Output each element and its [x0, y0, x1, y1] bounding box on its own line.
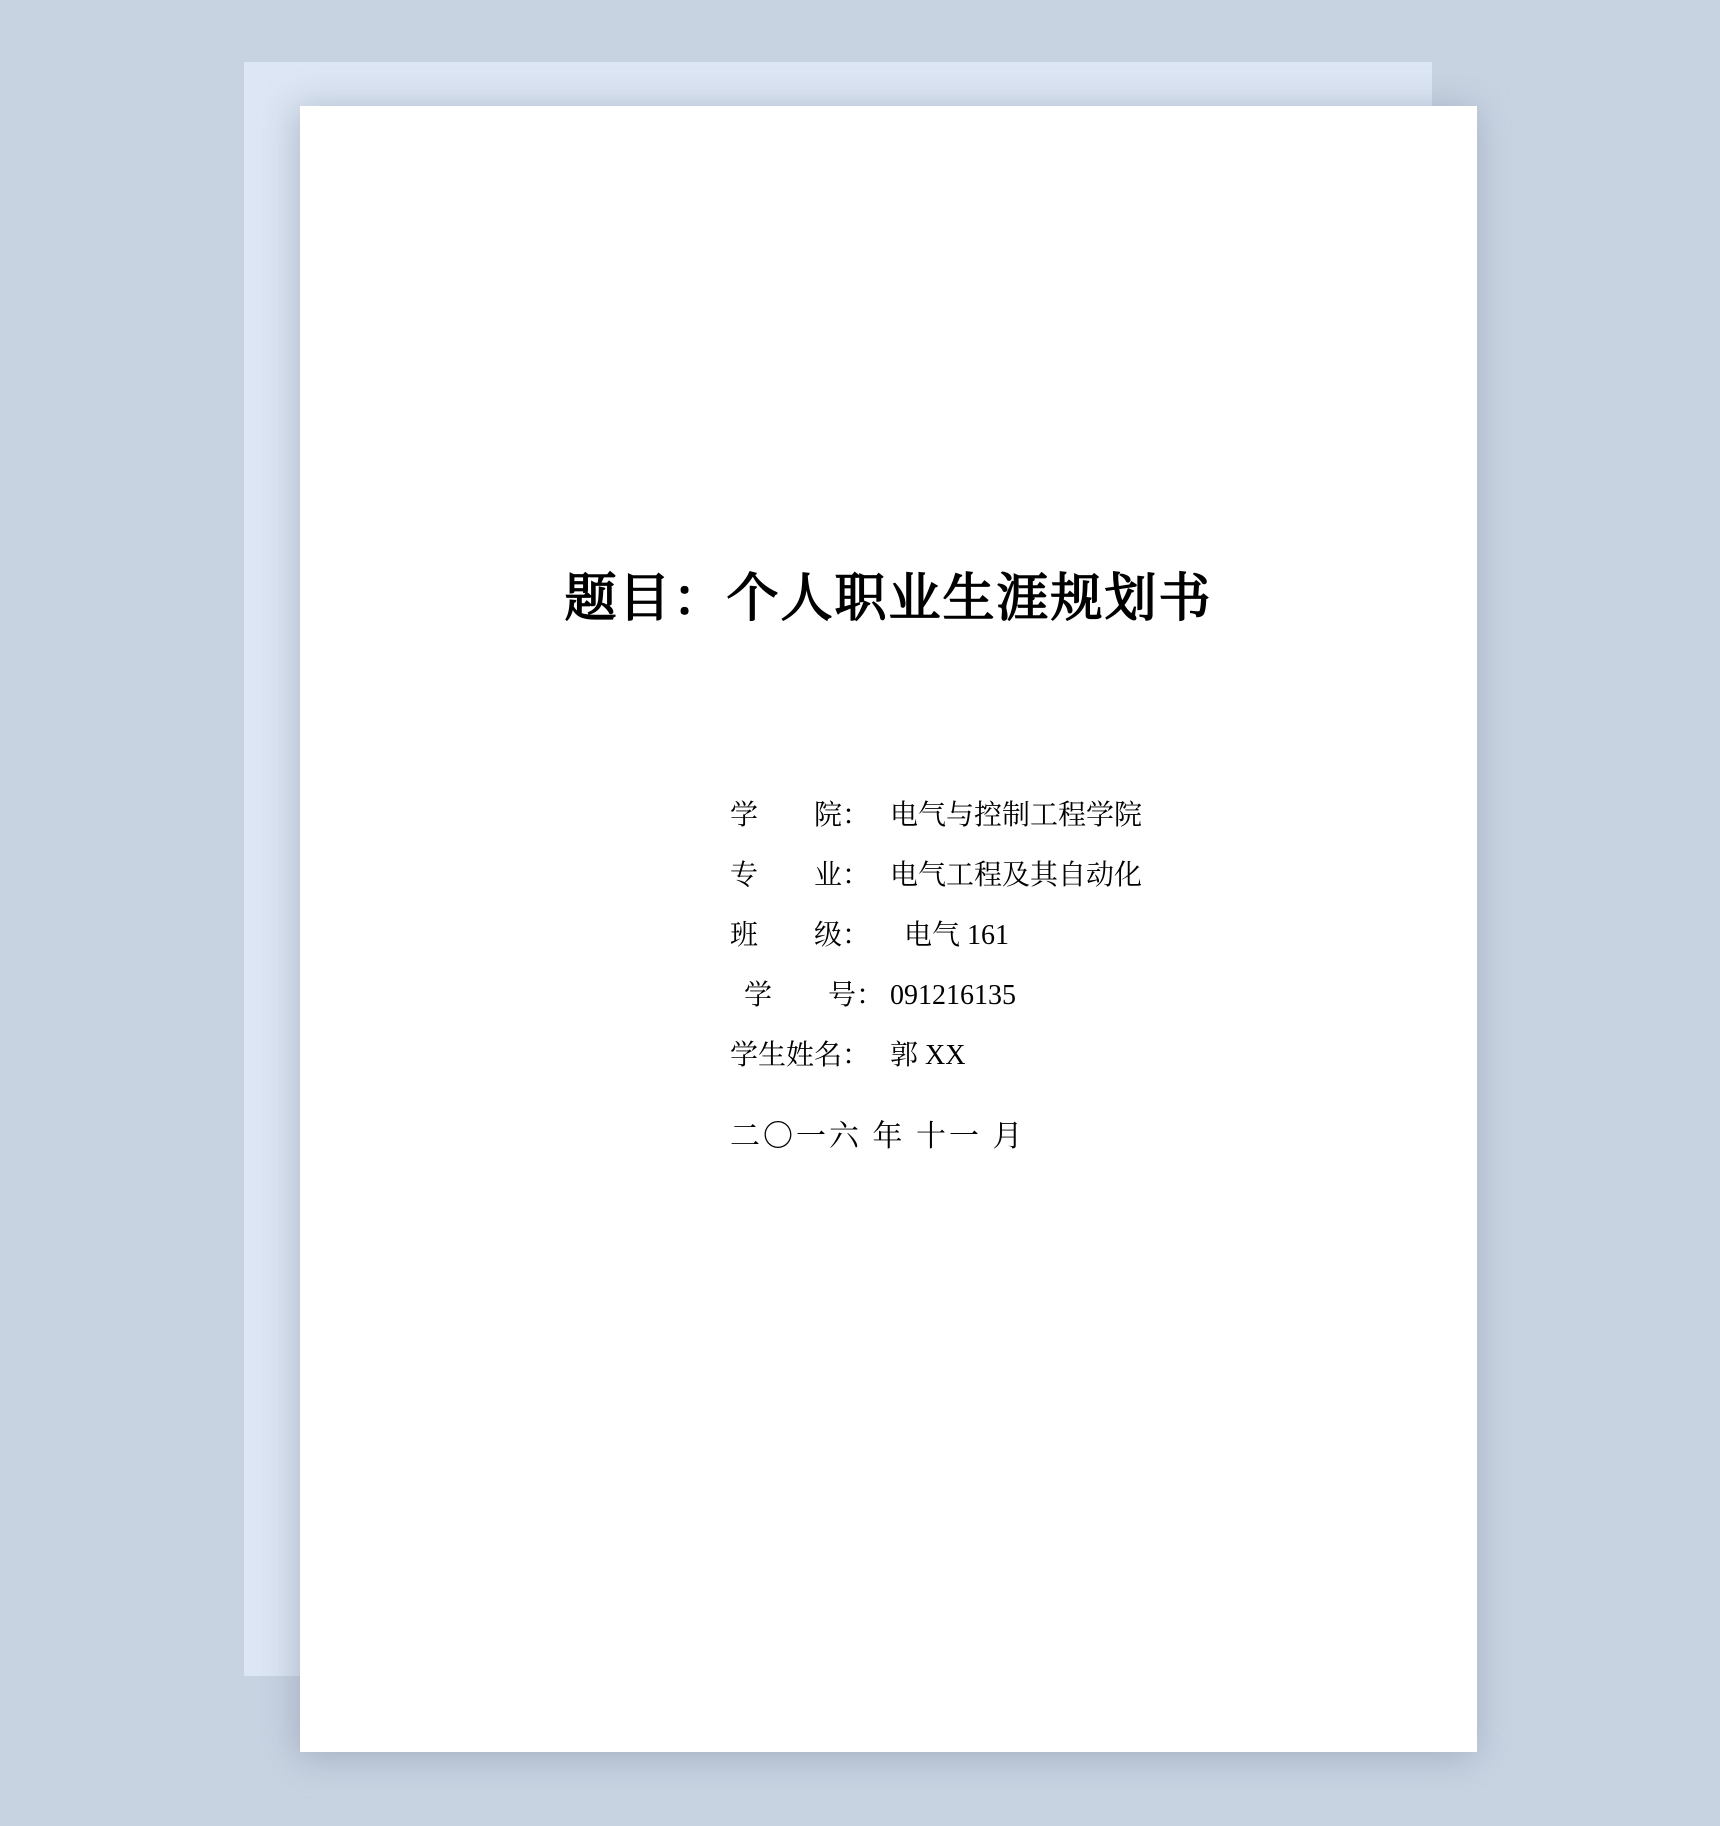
field-label-student-id: 学 号： [744, 980, 885, 1011]
document-page [300, 106, 1477, 1752]
field-label-class: 班 级： [730, 920, 871, 951]
info-row [730, 906, 1430, 966]
field-label-college: 学 院： [730, 800, 871, 831]
document-info-block [730, 786, 1430, 1086]
field-value-student-id: 091216135 [890, 980, 1016, 1011]
page-title: 题目：个人职业生涯规划书 [564, 569, 1213, 629]
field-value-student-name: 郭 XX [890, 1040, 966, 1071]
document-date: 二〇一六 年 十一 月 [730, 1120, 1026, 1153]
info-row [730, 846, 1430, 906]
info-row [730, 786, 1430, 846]
field-value-major: 电气工程及其自动化 [890, 860, 1143, 891]
field-value-college: 电气与控制工程学院 [890, 800, 1143, 831]
info-row [730, 966, 1430, 1026]
info-row [730, 1026, 1430, 1086]
field-value-class: 电气 161 [904, 920, 1010, 951]
field-label-student-name: 学生姓名： [730, 1040, 871, 1071]
field-label-major: 专 业： [730, 860, 871, 891]
